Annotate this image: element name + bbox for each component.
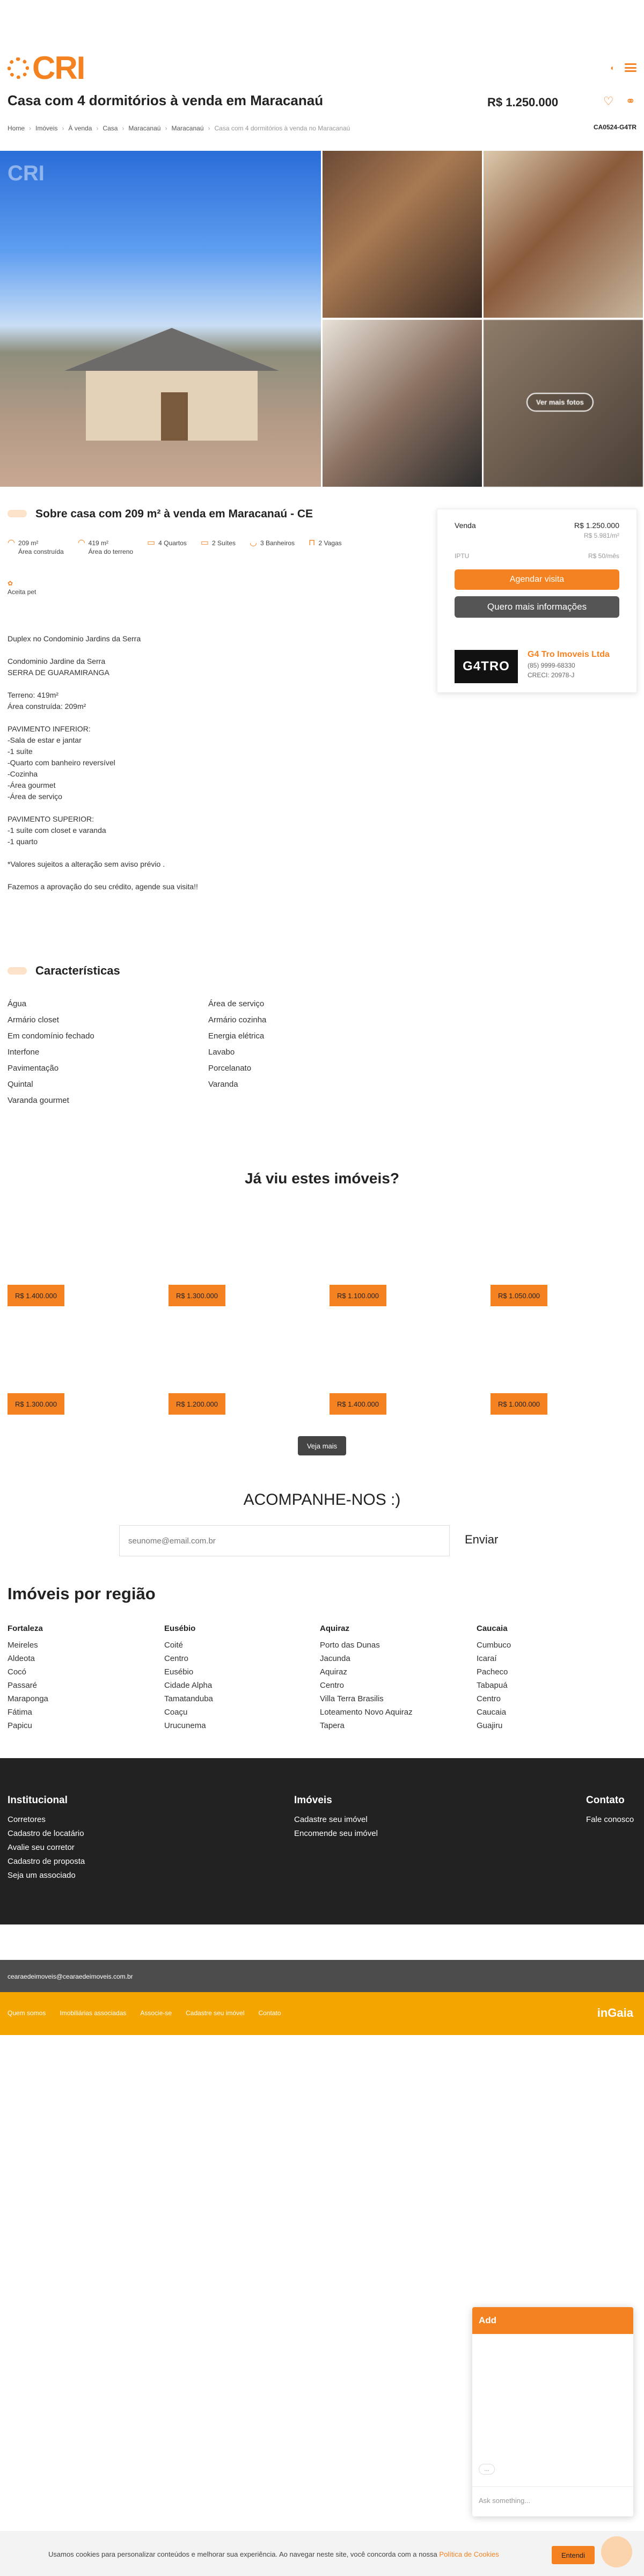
region-link[interactable]: Villa Terra Brasilis: [320, 1694, 384, 1703]
region-link[interactable]: Fátima: [8, 1708, 32, 1717]
chat-typing-bubble: ...: [479, 2464, 495, 2475]
description-line: Terreno: 419m²: [8, 691, 58, 699]
region-link[interactable]: Centro: [477, 1694, 501, 1703]
region-heading[interactable]: Eusébio: [164, 1624, 196, 1633]
chat-input[interactable]: Ask something...: [472, 2486, 633, 2516]
fact-parking: ⊓ 2 Vagas: [309, 538, 342, 547]
region-link[interactable]: Maraponga: [8, 1694, 48, 1703]
description-line: [8, 847, 415, 859]
footer-link[interactable]: Fale conosco: [586, 1815, 634, 1824]
footer-link[interactable]: Corretores: [8, 1815, 46, 1824]
region-link[interactable]: Passaré: [8, 1681, 38, 1690]
region-col-aquiraz: [320, 1622, 413, 1732]
description-line: Área construída: 209m²: [8, 702, 86, 711]
gallery-main-photo[interactable]: [0, 151, 321, 487]
region-link[interactable]: Loteamento Novo Aquiraz: [320, 1708, 413, 1717]
fact-land-area: ◠ 419 m² Área do terreno: [77, 538, 134, 555]
characteristic-item: Porcelanato: [208, 1064, 252, 1073]
description-line: -Quarto com banheiro reversível: [8, 758, 115, 767]
agency-logo[interactable]: G4TRO: [455, 650, 518, 683]
footer-link[interactable]: Avalie seu corretor: [8, 1843, 75, 1852]
page-title: Casa com 4 dormitórios à venda em Maracanaú: [8, 92, 324, 108]
footer-heading: Institucional: [8, 1795, 68, 1806]
gallery-photo-dining[interactable]: [484, 151, 643, 318]
gallery-photo-living-room[interactable]: [323, 151, 482, 318]
more-photos-button[interactable]: Ver mais fotos: [526, 393, 594, 412]
chat-widget: [472, 2307, 633, 2516]
characteristics-title: Características: [35, 964, 120, 977]
iptu-value: R$ 50/mês: [588, 552, 619, 560]
characteristics-col-2: [208, 996, 266, 1093]
menu-icon[interactable]: [625, 63, 636, 72]
description-line: [8, 802, 415, 814]
regions-title: Imóveis por região: [8, 1584, 156, 1603]
car-icon: ⊓: [309, 538, 316, 547]
region-link[interactable]: Centro: [320, 1681, 345, 1690]
footer-link[interactable]: Cadastro de locatário: [8, 1829, 84, 1838]
breadcrumb-neighborhood[interactable]: Maracanaú: [171, 125, 204, 132]
region-link[interactable]: Cumbuco: [477, 1641, 511, 1650]
region-heading[interactable]: Aquiraz: [320, 1624, 350, 1633]
paw-icon: ✿: [8, 580, 13, 587]
description-line: Fazemos a aprovação do seu crédito, agende sua visita!!: [8, 882, 198, 891]
region-link[interactable]: Eusébio: [164, 1667, 194, 1677]
logo-text: CRI: [32, 50, 85, 86]
footer-heading: Contato: [586, 1795, 625, 1806]
breadcrumb-imoveis[interactable]: Imóveis: [35, 125, 58, 132]
share-icon[interactable]: ⚭: [625, 94, 635, 108]
characteristic-item: Em condomínio fechado: [8, 1031, 94, 1041]
breadcrumb-home[interactable]: Home: [8, 125, 25, 132]
seen-title: Já viu estes imóveis?: [245, 1170, 399, 1187]
characteristic-item: Água: [8, 999, 27, 1008]
fact-suites: ▭ 2 Suítes: [200, 538, 236, 547]
heart-icon[interactable]: ♡: [603, 94, 614, 108]
bed-icon: ▭: [147, 538, 156, 547]
language-icon[interactable]: ◐: [610, 63, 615, 72]
bath-icon: ◡: [250, 538, 257, 547]
characteristic-item: Área de serviço: [208, 999, 265, 1008]
follow-title: ACOMPANHE-NOS :): [243, 1491, 401, 1509]
region-link[interactable]: Papicu: [8, 1721, 32, 1730]
fact-bedrooms: ▭ 4 Quartos: [147, 538, 187, 547]
listing-price-tag[interactable]: R$ 1.000.000: [491, 1393, 547, 1415]
cookie-accept-button[interactable]: Entendi: [552, 2546, 595, 2564]
footer-email-bar: [0, 1960, 644, 1992]
description-line: Condominio Jardine da Serra: [8, 657, 106, 665]
price-per-m2: R$ 5.981/m²: [583, 532, 619, 539]
characteristic-item: Quintal: [8, 1080, 33, 1089]
see-more-button[interactable]: Veja mais: [298, 1436, 346, 1455]
agency-phone: (85) 9999-68330: [528, 662, 575, 669]
listing-price-tag[interactable]: R$ 1.050.000: [491, 1285, 547, 1306]
cookie-text: Usamos cookies para personalizar conteúdos e melhorar sua experiência. Ao navegar neste site, você concorda com a nossa Política de Cookies: [48, 2550, 499, 2558]
region-link[interactable]: Guajiru: [477, 1721, 503, 1730]
footer-bar-link[interactable]: Cadastre seu imóvel: [186, 2009, 245, 2017]
description-line: -1 suíte: [8, 747, 33, 756]
region-link[interactable]: Cidade Alpha: [164, 1681, 213, 1690]
characteristic-item: Energia elétrica: [208, 1031, 265, 1041]
listing-price-tag[interactable]: R$ 1.200.000: [169, 1393, 225, 1415]
description-line: SERRA DE GUARAMIRANGA: [8, 668, 109, 677]
description-line: [8, 645, 415, 656]
region-heading[interactable]: Fortaleza: [8, 1624, 43, 1633]
breadcrumb-sale[interactable]: À venda: [68, 125, 92, 132]
listing-price-tag[interactable]: R$ 1.300.000: [8, 1393, 64, 1415]
area-icon: ◠: [8, 538, 15, 547]
description-line: -Área gourmet: [8, 781, 56, 789]
pet-friendly: ✿ Aceita pet: [8, 580, 36, 596]
footer-bar-link[interactable]: Quem somos: [8, 2009, 46, 2017]
listing-price-tag[interactable]: R$ 1.400.000: [8, 1285, 64, 1306]
footer-imoveis: [294, 1794, 378, 1841]
region-link[interactable]: Aldeota: [8, 1654, 35, 1663]
description-line: [8, 678, 415, 690]
site-footer: [0, 1758, 644, 1924]
region-link[interactable]: Jacunda: [320, 1654, 350, 1663]
cookie-policy-link[interactable]: Política de Cookies: [439, 2550, 499, 2558]
region-col-fortaleza: [8, 1622, 48, 1732]
site-header: [0, 0, 644, 123]
agency-creci: CRECI: 20978-J: [528, 671, 575, 679]
footer-bar-link[interactable]: Contato: [258, 2009, 281, 2017]
region-link[interactable]: Centro: [164, 1654, 189, 1663]
footer-heading: Imóveis: [294, 1795, 332, 1806]
section-deco-icon: [8, 510, 27, 517]
footer-link[interactable]: Cadastre seu imóvel: [294, 1815, 368, 1824]
footer-email[interactable]: cearaedeimoveis@cearaedeimoveis.com.br: [8, 1973, 133, 1980]
region-link[interactable]: Cocó: [8, 1667, 27, 1677]
region-link[interactable]: Tabapuá: [477, 1681, 508, 1690]
breadcrumb-city[interactable]: Maracanaú: [128, 125, 161, 132]
breadcrumb: Home › Imóveis › À venda › Casa › Maracanaú › Maracanaú › Casa com 4 dormitórios à venda no Maracanaú: [8, 125, 350, 132]
photo-watermark: CRI: [8, 162, 45, 185]
footer-links: [8, 2009, 281, 2017]
footer-link[interactable]: Seja um associado: [8, 1871, 76, 1880]
house-door-shape: [161, 392, 188, 441]
property-code: CA0524-G4TR: [593, 123, 636, 131]
section-deco-icon: [8, 967, 27, 975]
footer-institucional: [8, 1794, 85, 1883]
footer-contato: [586, 1794, 634, 1827]
footer-link[interactable]: Encomende seu imóvel: [294, 1829, 378, 1838]
footer-bar-link[interactable]: Associe-se: [140, 2009, 172, 2017]
characteristic-item: Pavimentação: [8, 1064, 59, 1073]
price-card: [437, 509, 637, 693]
agency-name[interactable]: G4 Tro Imoveis Ltda: [528, 650, 610, 659]
property-facts: [8, 539, 342, 556]
region-link[interactable]: Meireles: [8, 1641, 38, 1650]
description-line: -1 quarto: [8, 837, 38, 846]
footer-bar-link[interactable]: Imobiliárias associadas: [60, 2009, 127, 2017]
characteristic-item: Varanda: [208, 1080, 238, 1089]
region-link[interactable]: Caucaia: [477, 1708, 507, 1717]
listing-price-tag[interactable]: R$ 1.100.000: [330, 1285, 386, 1306]
suite-icon: ▭: [200, 538, 209, 547]
description-line: -Área de serviço: [8, 792, 62, 801]
description-line: [8, 870, 415, 881]
house-roof-shape: [64, 328, 279, 371]
more-info-button[interactable]: Quero mais informações: [455, 596, 619, 618]
region-col-caucaia: [477, 1622, 511, 1732]
description-line: PAVIMENTO SUPERIOR:: [8, 815, 94, 823]
sale-price: R$ 1.250.000: [574, 521, 619, 530]
cookie-bar: [0, 2531, 644, 2576]
region-link[interactable]: Urucunema: [164, 1721, 206, 1730]
characteristic-item: Lavabo: [208, 1048, 235, 1057]
region-link[interactable]: Coité: [164, 1641, 184, 1650]
footer-links-bar: [0, 1992, 644, 2035]
region-link[interactable]: Icaraí: [477, 1654, 497, 1663]
characteristics-col-1: [8, 996, 94, 1109]
about-title: Sobre casa com 209 m² à venda em Maracanaú - CE: [35, 508, 313, 520]
fact-built-area: ◠ 209 m² Área construída: [8, 538, 64, 555]
newsletter-email-input[interactable]: [119, 1525, 450, 1556]
chat-header[interactable]: Add: [472, 2307, 633, 2334]
photo-gallery: [0, 151, 644, 487]
description-line: [8, 712, 415, 723]
gallery-photo-kitchen[interactable]: [323, 320, 482, 487]
description-line: -1 suíte com closet e varanda: [8, 826, 106, 835]
characteristic-item: Armário cozinha: [208, 1015, 267, 1024]
characteristic-item: Varanda gourmet: [8, 1096, 69, 1105]
breadcrumb-type[interactable]: Casa: [103, 125, 118, 132]
fact-bathrooms: ◡ 3 Banheiros: [250, 538, 295, 547]
chat-launcher-icon[interactable]: [601, 2536, 632, 2567]
characteristic-item: Interfone: [8, 1048, 40, 1057]
sale-label: Venda: [455, 521, 476, 530]
breadcrumb-current: Casa com 4 dormitórios à venda no Maracanaú: [214, 125, 350, 132]
header-price: R$ 1.250.000: [487, 96, 559, 109]
region-link[interactable]: Coaçu: [164, 1708, 188, 1717]
site-logo[interactable]: [8, 49, 84, 86]
description-line: PAVIMENTO INFERIOR:: [8, 724, 91, 733]
ingaia-logo[interactable]: inGaia: [597, 2006, 633, 2019]
description-line: Duplex no Condominio Jardins da Serra: [8, 634, 141, 643]
description-line: -Cozinha: [8, 770, 38, 778]
characteristic-item: Armário closet: [8, 1015, 59, 1024]
schedule-visit-button[interactable]: Agendar visita: [455, 569, 619, 590]
gallery-photo-more[interactable]: [484, 320, 643, 487]
region-link[interactable]: Porto das Dunas: [320, 1641, 380, 1650]
region-link[interactable]: Pacheco: [477, 1667, 508, 1677]
region-col-eusebio: [164, 1622, 213, 1732]
property-description: [8, 633, 415, 892]
logo-flower-icon: [8, 57, 29, 79]
listing-price-tag[interactable]: R$ 1.300.000: [169, 1285, 225, 1306]
footer-link[interactable]: Cadastro de proposta: [8, 1857, 85, 1866]
newsletter-send-button[interactable]: Enviar: [465, 1533, 499, 1546]
description-line: -Sala de estar e jantar: [8, 736, 82, 744]
land-icon: ◠: [77, 538, 85, 547]
region-link[interactable]: Tapera: [320, 1721, 345, 1730]
region-link[interactable]: Tamatanduba: [164, 1694, 213, 1703]
listing-price-tag[interactable]: R$ 1.400.000: [330, 1393, 386, 1415]
iptu-label: IPTU: [455, 552, 470, 560]
description-line: *Valores sujeitos a alteração sem aviso prévio .: [8, 860, 165, 868]
region-link[interactable]: Aquiraz: [320, 1667, 347, 1677]
region-heading[interactable]: Caucaia: [477, 1624, 508, 1633]
